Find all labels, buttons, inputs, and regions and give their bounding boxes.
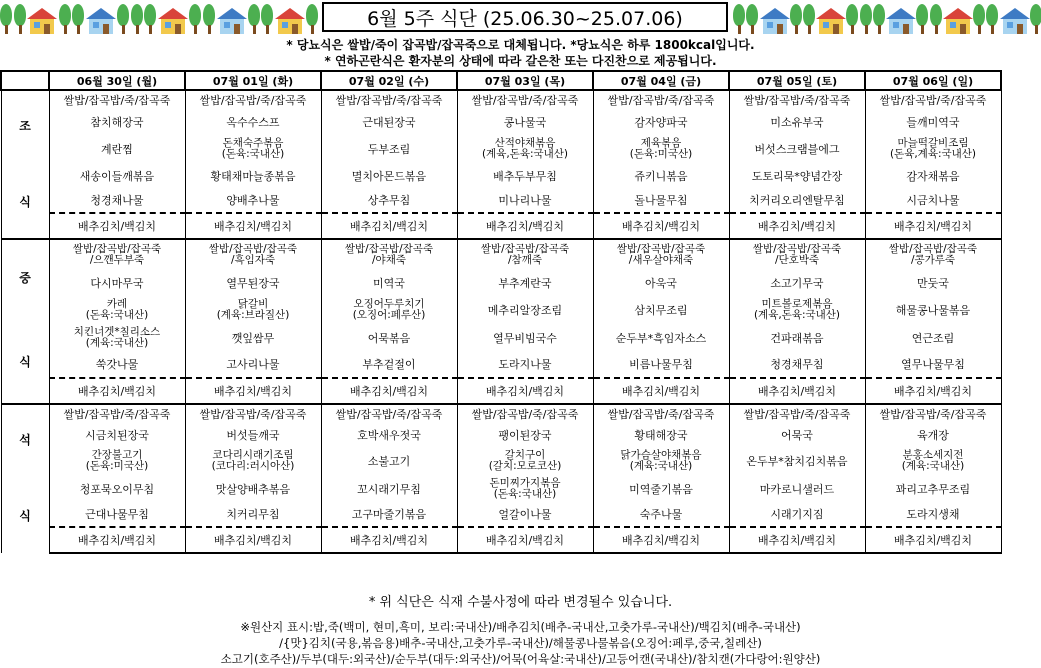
meal-label-top: 조 xyxy=(19,119,31,133)
menu-cell: 꼬시래기무침 xyxy=(321,475,457,503)
menu-cell: 새송이들깨볶음 xyxy=(49,163,185,189)
lunch-label xyxy=(1,239,49,404)
menu-cell: 쌀밥/잡곡밥/잡곡죽 /단호박죽 xyxy=(729,239,865,270)
menu-cell: 미트볼로제볶음 (계육,돈육:국내산) xyxy=(729,296,865,324)
tree-icon xyxy=(846,4,857,34)
menu-cell: 아욱국 xyxy=(593,270,729,296)
menu-cell: 상추무침 xyxy=(321,189,457,213)
menu-cell: 미나리나물 xyxy=(457,189,593,213)
dinner-row xyxy=(1,503,1001,527)
menu-cell: 배추두부무침 xyxy=(457,163,593,189)
page-title: 6월 5주 식단 (25.06.30~25.07.06) xyxy=(322,2,728,32)
dinner-row xyxy=(1,527,1001,553)
menu-cell: 마카로니샐러드 xyxy=(729,475,865,503)
dinner-row xyxy=(1,423,1001,447)
menu-cell: 소불고기 xyxy=(321,447,457,475)
menu-cell: 닭갈비 (계육:브라질산) xyxy=(185,296,321,324)
menu-cell: 쌀밥/잡곡밥/잡곡죽 /참깨죽 xyxy=(457,239,593,270)
menu-cell: 얼갈이나물 xyxy=(457,503,593,527)
menu-cell: 배추김치/백김치 xyxy=(321,378,457,404)
lunch-row xyxy=(1,352,1001,378)
tree-icon xyxy=(0,4,12,34)
day-header-mon: 06월 30일 (월) xyxy=(49,71,185,90)
menu-cell: 쌀밥/잡곡밥/죽/잡곡죽 xyxy=(49,90,185,109)
dinner-row xyxy=(1,447,1001,475)
menu-cell: 감자양파국 xyxy=(593,109,729,135)
menu-cell: 쑥갓나물 xyxy=(49,352,185,378)
menu-cell: 삼치무조림 xyxy=(593,296,729,324)
menu-cell: 분홍소세지전 (계육:국내산) xyxy=(865,447,1001,475)
menu-cell: 마늘떡갈비조림 (돈육,계육:국내산) xyxy=(865,135,1001,163)
menu-cell: 비름나물무침 xyxy=(593,352,729,378)
day-header-thu: 07월 03일 (목) xyxy=(457,71,593,90)
tree-icon xyxy=(117,4,129,34)
menu-cell: 꽈리고추무조림 xyxy=(865,475,1001,503)
menu-cell: 버섯스크램블에그 xyxy=(729,135,865,163)
menu-cell: 옥수수스프 xyxy=(185,109,321,135)
menu-cell: 배추김치/백김치 xyxy=(185,213,321,239)
breakfast-row xyxy=(1,135,1001,163)
tree-icon xyxy=(790,4,801,34)
menu-cell: 쌀밥/잡곡밥/죽/잡곡죽 xyxy=(865,404,1001,423)
menu-cell: 감자채볶음 xyxy=(865,163,1001,189)
menu-cell: 쌀밥/잡곡밥/죽/잡곡죽 xyxy=(49,404,185,423)
tree-icon xyxy=(803,4,814,34)
menu-cell: 온두부*참치김치볶음 xyxy=(729,447,865,475)
lunch-row xyxy=(1,239,1001,270)
menu-cell: 열무비빔국수 xyxy=(457,324,593,352)
menu-cell: 육개장 xyxy=(865,423,1001,447)
tree-icon xyxy=(986,4,997,34)
tree-icon xyxy=(973,4,984,34)
menu-cell: 팽이된장국 xyxy=(457,423,593,447)
tree-icon xyxy=(873,4,884,34)
menu-cell: 버섯들깨국 xyxy=(185,423,321,447)
day-header-fri: 07월 04일 (금) xyxy=(593,71,729,90)
menu-cell: 숙주나물 xyxy=(593,503,729,527)
house-icon xyxy=(158,4,187,34)
tree-icon xyxy=(306,4,318,34)
house-icon xyxy=(27,4,56,34)
menu-cell: 쌀밥/잡곡밥/잡곡죽 /새우살야채죽 xyxy=(593,239,729,270)
menu-cell: 돈미찌가지볶음 (돈육:국내산) xyxy=(457,475,593,503)
menu-cell: 해물콩나물볶음 xyxy=(865,296,1001,324)
house-icon xyxy=(275,4,304,34)
menu-cell: 양배추나물 xyxy=(185,189,321,213)
tree-icon xyxy=(248,4,260,34)
menu-cell: 참치해장국 xyxy=(49,109,185,135)
menu-cell: 카레 (돈육:국내산) xyxy=(49,296,185,324)
menu-cell: 쌀밥/잡곡밥/잡곡죽 /흑임자죽 xyxy=(185,239,321,270)
tree-icon xyxy=(144,4,156,34)
house-icon xyxy=(86,4,115,34)
dinner-row xyxy=(1,404,1001,423)
meal-label-bottom: 식 xyxy=(19,355,31,369)
house-icon xyxy=(760,4,788,34)
menu-cell: 연근조림 xyxy=(865,324,1001,352)
menu-cell: 미역국 xyxy=(321,270,457,296)
breakfast-row xyxy=(1,109,1001,135)
menu-cell: 배추김치/백김치 xyxy=(865,213,1001,239)
menu-cell: 근대된장국 xyxy=(321,109,457,135)
tree-icon xyxy=(930,4,941,34)
menu-cell: 고구마줄기볶음 xyxy=(321,503,457,527)
menu-cell: 청포묵오이무침 xyxy=(49,475,185,503)
breakfast-row xyxy=(1,189,1001,213)
menu-cell: 근대나물무침 xyxy=(49,503,185,527)
tree-icon xyxy=(1030,4,1041,34)
change-notice: * 위 식단은 식재 수불사정에 따라 변경될수 있습니다. xyxy=(368,595,673,610)
breakfast-label xyxy=(1,90,49,239)
menu-cell: 콩나물국 xyxy=(457,109,593,135)
tree-icon xyxy=(261,4,273,34)
menu-cell: 계란찜 xyxy=(49,135,185,163)
menu-cell: 배추김치/백김치 xyxy=(865,378,1001,404)
tree-icon xyxy=(59,4,71,34)
house-icon xyxy=(1000,4,1028,34)
corner-cell xyxy=(1,71,49,90)
menu-cell: 배추김치/백김치 xyxy=(729,213,865,239)
day-header-wed: 07월 02일 (수) xyxy=(321,71,457,90)
menu-cell: 배추김치/백김치 xyxy=(185,527,321,553)
house-icon xyxy=(217,4,246,34)
lunch-row xyxy=(1,324,1001,352)
tree-icon xyxy=(203,4,215,34)
lunch-row xyxy=(1,270,1001,296)
menu-cell: 부추겉절이 xyxy=(321,352,457,378)
day-header-sun: 07월 06일 (일) xyxy=(865,71,1001,90)
menu-cell: 배추김치/백김치 xyxy=(321,527,457,553)
menu-cell: 돈채숙주볶음 (돈육:국내산) xyxy=(185,135,321,163)
menu-cell: 배추김치/백김치 xyxy=(593,378,729,404)
menu-cell: 도라지나물 xyxy=(457,352,593,378)
diabetic-note: * 당뇨식은 쌀밥/죽이 잡곡밥/잡곡죽으로 대체됩니다. *당뇨식은 하루 1800kcal입니다. xyxy=(286,38,755,52)
menu-cell: 어묵국 xyxy=(729,423,865,447)
tree-icon xyxy=(131,4,143,34)
breakfast-row xyxy=(1,90,1001,109)
menu-cell: 배추김치/백김치 xyxy=(593,527,729,553)
menu-cell: 멸치아몬드볶음 xyxy=(321,163,457,189)
day-header-row xyxy=(1,71,1001,90)
menu-cell: 배추김치/백김치 xyxy=(49,213,185,239)
menu-cell: 갈치구이 (갈치:모로코산) xyxy=(457,447,593,475)
menu-cell: 돌나물무침 xyxy=(593,189,729,213)
menu-cell: 깻잎쌈무 xyxy=(185,324,321,352)
menu-cell: 쥬키니볶음 xyxy=(593,163,729,189)
menu-cell: 간장불고기 (돈육:미국산) xyxy=(49,447,185,475)
lunch-row xyxy=(1,378,1001,404)
day-header-tue: 07월 01일 (화) xyxy=(185,71,321,90)
menu-cell: 배추김치/백김치 xyxy=(457,527,593,553)
tree-icon xyxy=(189,4,201,34)
day-header-sat: 07월 05일 (토) xyxy=(729,71,865,90)
menu-cell: 도라지생채 xyxy=(865,503,1001,527)
tree-icon xyxy=(860,4,871,34)
menu-cell: 쌀밥/잡곡밥/죽/잡곡죽 xyxy=(457,404,593,423)
menu-cell: 맛살양배추볶음 xyxy=(185,475,321,503)
menu-cell: 쌀밥/잡곡밥/죽/잡곡죽 xyxy=(321,90,457,109)
menu-cell: 코다리시래기조림 (코다리:러시아산) xyxy=(185,447,321,475)
menu-cell: 배추김치/백김치 xyxy=(321,213,457,239)
menu-cell: 호박새우젓국 xyxy=(321,423,457,447)
menu-cell: 쌀밥/잡곡밥/죽/잡곡죽 xyxy=(185,404,321,423)
menu-cell: 쌀밥/잡곡밥/죽/잡곡죽 xyxy=(865,90,1001,109)
menu-cell: 제육볶음 (돈육:미국산) xyxy=(593,135,729,163)
meal-label-bottom: 식 xyxy=(19,195,31,209)
menu-cell: 배추김치/백김치 xyxy=(729,527,865,553)
menu-cell: 부추계란국 xyxy=(457,270,593,296)
origin-line: /{맛}김치(국용,볶음용)배추-국내산,고춧가루-국내산)/해물콩나물볶음(오징어:페루,중국,칠레산) xyxy=(279,636,762,650)
menu-cell: 들깨미역국 xyxy=(865,109,1001,135)
meal-label-top: 석 xyxy=(19,433,31,447)
tree-icon xyxy=(14,4,26,34)
menu-cell: 건파래볶음 xyxy=(729,324,865,352)
menu-cell: 배추김치/백김치 xyxy=(185,378,321,404)
menu-cell: 쌀밥/잡곡밥/죽/잡곡죽 xyxy=(729,404,865,423)
menu-cell: 시금치나물 xyxy=(865,189,1001,213)
menu-cell: 배추김치/백김치 xyxy=(49,378,185,404)
house-icon xyxy=(886,4,914,34)
tree-icon xyxy=(746,4,757,34)
lunch-row xyxy=(1,296,1001,324)
menu-cell: 청경채무침 xyxy=(729,352,865,378)
menu-cell: 미소유부국 xyxy=(729,109,865,135)
weekly-menu-table xyxy=(0,70,1002,554)
menu-cell: 만둣국 xyxy=(865,270,1001,296)
menu-cell: 쌀밥/잡곡밥/잡곡죽 /야채죽 xyxy=(321,239,457,270)
menu-cell: 두부조림 xyxy=(321,135,457,163)
dinner-row xyxy=(1,475,1001,503)
dinner-label xyxy=(1,404,49,553)
menu-cell: 쌀밥/잡곡밥/죽/잡곡죽 xyxy=(457,90,593,109)
menu-cell: 미역줄기볶음 xyxy=(593,475,729,503)
menu-cell: 도토리묵*양념간장 xyxy=(729,163,865,189)
origin-line: ※원산지 표시:밥,죽(백미, 현미,흑미, 보리:국내산)/배추김치(배추-국내산,고춧가루-국내산)/백김치(배추-국내산) xyxy=(240,620,801,634)
meal-label-bottom: 식 xyxy=(19,509,31,523)
menu-cell: 쌀밥/잡곡밥/죽/잡곡죽 xyxy=(729,90,865,109)
breakfast-row xyxy=(1,163,1001,189)
menu-cell: 닭가슴살야채볶음 (계육:국내산) xyxy=(593,447,729,475)
menu-cell: 배추김치/백김치 xyxy=(729,378,865,404)
menu-cell: 쌀밥/잡곡밥/죽/잡곡죽 xyxy=(593,404,729,423)
tree-icon xyxy=(916,4,927,34)
menu-cell: 배추김치/백김치 xyxy=(865,527,1001,553)
menu-cell: 치커리무침 xyxy=(185,503,321,527)
origin-line: 소고기(호주산)/두부(대두:외국산)/순두부(대두:외국산)/어묵(어육살:국내산)/고등어캔(국내산)/참치캔(가다랑어:원양산) xyxy=(220,652,821,666)
breakfast-row xyxy=(1,213,1001,239)
menu-cell: 시래기지짐 xyxy=(729,503,865,527)
menu-cell: 황태해장국 xyxy=(593,423,729,447)
menu-cell: 배추김치/백김치 xyxy=(457,378,593,404)
menu-cell: 고사리나물 xyxy=(185,352,321,378)
menu-cell: 열무나물무침 xyxy=(865,352,1001,378)
menu-cell: 쌀밥/잡곡밥/잡곡죽 /으깬두부죽 xyxy=(49,239,185,270)
dysphagia-note: * 연하곤란식은 환자분의 상태에 따라 갈은찬 또는 다진찬으로 제공됩니다. xyxy=(324,54,717,68)
menu-cell: 치킨너겟*칠리소스 (계육:국내산) xyxy=(49,324,185,352)
menu-cell: 다시마무국 xyxy=(49,270,185,296)
menu-cell: 쌀밥/잡곡밥/죽/잡곡죽 xyxy=(321,404,457,423)
menu-cell: 배추김치/백김치 xyxy=(593,213,729,239)
menu-cell: 쌀밥/잡곡밥/죽/잡곡죽 xyxy=(593,90,729,109)
menu-cell: 소고기무국 xyxy=(729,270,865,296)
menu-cell: 오징어두루치기 (오징어:페루산) xyxy=(321,296,457,324)
menu-cell: 메추리알장조림 xyxy=(457,296,593,324)
menu-cell: 황태채마늘종볶음 xyxy=(185,163,321,189)
menu-cell: 배추김치/백김치 xyxy=(49,527,185,553)
house-icon xyxy=(943,4,971,34)
decorative-banner-right xyxy=(733,0,1041,34)
menu-cell: 순두부*흑임자소스 xyxy=(593,324,729,352)
menu-cell: 배추김치/백김치 xyxy=(457,213,593,239)
tree-icon xyxy=(72,4,84,34)
decorative-banner-left xyxy=(0,0,318,34)
house-icon xyxy=(816,4,844,34)
menu-cell: 산적야채볶음 (계육,돈육:국내산) xyxy=(457,135,593,163)
menu-cell: 열무된장국 xyxy=(185,270,321,296)
menu-cell: 청경채나물 xyxy=(49,189,185,213)
menu-cell: 시금치된장국 xyxy=(49,423,185,447)
menu-cell: 어묵볶음 xyxy=(321,324,457,352)
tree-icon xyxy=(733,4,744,34)
meal-label-top: 중 xyxy=(19,271,31,285)
menu-cell: 쌀밥/잡곡밥/죽/잡곡죽 xyxy=(185,90,321,109)
menu-cell: 치커리오리엔탈무침 xyxy=(729,189,865,213)
menu-cell: 쌀밥/잡곡밥/잡곡죽 /콩가루죽 xyxy=(865,239,1001,270)
